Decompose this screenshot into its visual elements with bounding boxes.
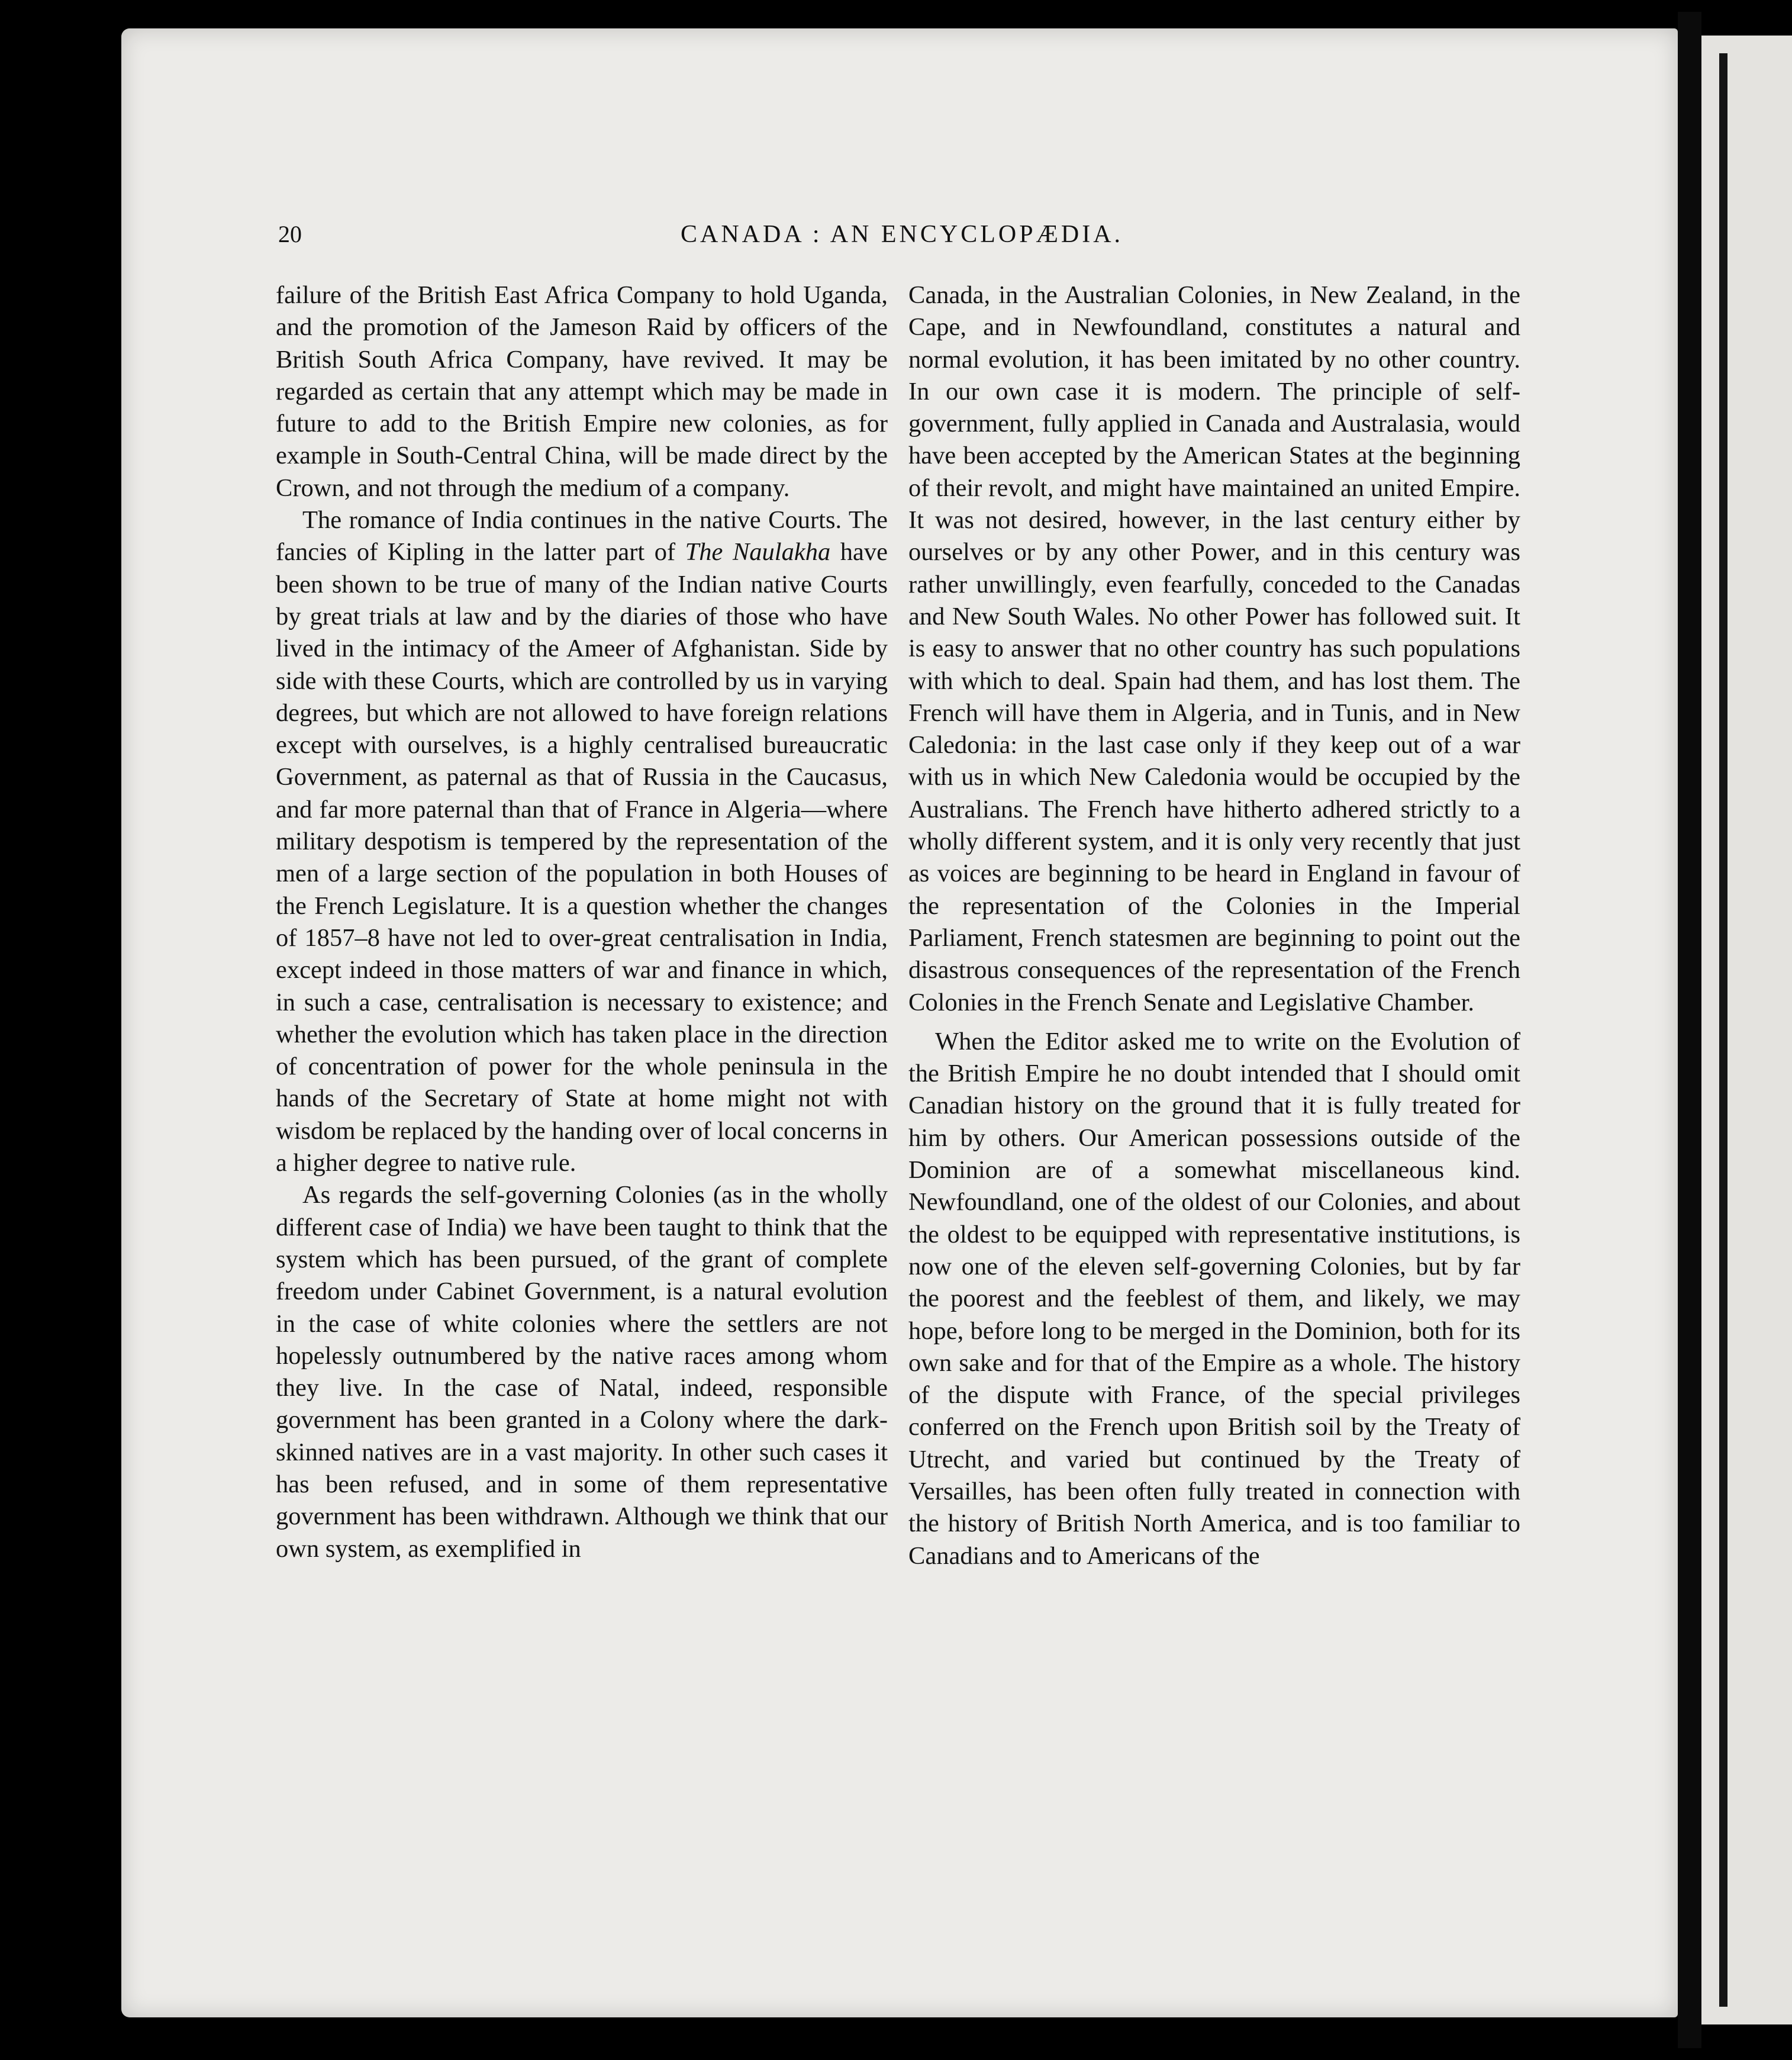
left-paragraph-3: As regards the self-governing Colonies (as in the wholly different case of India) we have been taught to think that the system which has been pursued, of the grant of complete freedom under Cabinet Government, is a natural evolution in the case of white colonies where the settlers are not hopelessly outnumbered by the native races among whom they live. In the case of Natal, indeed, responsible government has been granted in a Colony where the dark-skinned natives are in a vast majority. In other such cases it has been refused, and in some of them representative government has been withdrawn. Although we think that our own system, as exemplified in	[276, 1181, 888, 1563]
running-head: CANADA : AN ENCYCLOPÆDIA.	[681, 221, 1124, 248]
facing-page-edge	[1701, 36, 1792, 2024]
right-paragraph-2: When the Editor asked me to write on the Evolution of the British Empire he no doubt intended that I should omit Canadian history on the ground that it is fully treated for him by others. Our American possessions outside of the Dominion are of a somewhat miscellaneous kind. Newfoundland, one of the oldest of our Colonies, and about the oldest to be equipped with representative institutions, is now one of the eleven self-governing Colonies, but by far the poorest and the feeblest of them, and likely, we may hope, before long to be merged in the Dominion, both for its own sake and for that of the Empire as a whole. The history of the dispute with France, of the special privileges conferred on the French upon British soil by the Treaty of Utrecht, and varied but continued by the Treaty of Versailles, has been often fully treated in connection with the history of British North America, and is too familiar to Canadians and to Americans of the	[908, 1027, 1520, 1570]
right-column	[908, 279, 1520, 1572]
page-number: 20	[278, 221, 302, 247]
left-paragraph-2-start: The romance of India continues in the native Courts. The fancies of Kipling in the latter part of	[276, 506, 888, 566]
facing-page-shadow	[1719, 53, 1727, 2007]
book-spine	[1678, 12, 1701, 2048]
left-paragraph-1: failure of the British East Africa Company to hold Uganda, and the promotion of the Jameson Raid by officers of the British South Africa Company, have revived. It may be regarded as certain that any attempt which may be made in future to add to the British Empire new colonies, as for example in South-Central China, will be made direct by the Crown, and not through the medium of a company.	[276, 281, 888, 502]
left-paragraph-2-rest: have been shown to be true of many of the Indian native Courts by great trials at law and by the diaries of those who have lived in the intimacy of the Ameer of Afghanistan. Side by side with these Courts, which are controlled by us in varying degrees, but which are not allowed to have foreign relations except with ourselves, is a highly centralised bureaucratic Government, as paternal as that of Russia in the Caucasus, and far more paternal than that of France in Algeria—where military despotism is tempered by the representation of the men of a large section of the population in both Houses of the French Legislature. It is a question whether the changes of 1857–8 have not led to over-great centralisation in India, except indeed in those matters of war and finance in which, in such a case, centralisation is necessary to existence; and whether the evolution which has taken place in the direction of concentration of power for the whole peninsula in the hands of the Secretary of State at home might not with wisdom be replaced by the handing over of local concerns in a higher degree to native rule.	[276, 538, 888, 1177]
left-paragraph-2	[276, 504, 888, 1179]
page-header	[272, 220, 1337, 262]
left-column	[276, 279, 888, 1565]
book-title-naulakha: The Naulakha	[685, 538, 831, 566]
right-paragraph-1: Canada, in the Australian Colonies, in New Zealand, in the Cape, and in Newfoundland, constitutes a natural and normal evolution, it has been imitated by no other country. In our own case it is modern. The principle of self-government, fully applied in Canada and Australasia, would have been accepted by the American States at the beginning of their revolt, and might have maintained an united Empire. It was not desired, however, in the last century either by ourselves or by any other Power, and in this century was rather unwillingly, even fearfully, conceded to the Canadas and New South Wales. No other Power has followed suit. It is easy to answer that no other country has such populations with which to deal. Spain had them, and has lost them. The French will have them in Algeria, and in Tunis, and in New Caledonia: in the last case only if they keep out of a war with us in which New Caledonia would be occupied by the Australians. The French have hitherto adhered strictly to a wholly different system, and it is only very recently that just as voices are beginning to be heard in England in favour of the representation of the Colonies in the Imperial Parliament, French statesmen are beginning to point out the disastrous consequences of the representation of the French Colonies in the French Senate and Legislative Chamber.	[908, 281, 1520, 1016]
